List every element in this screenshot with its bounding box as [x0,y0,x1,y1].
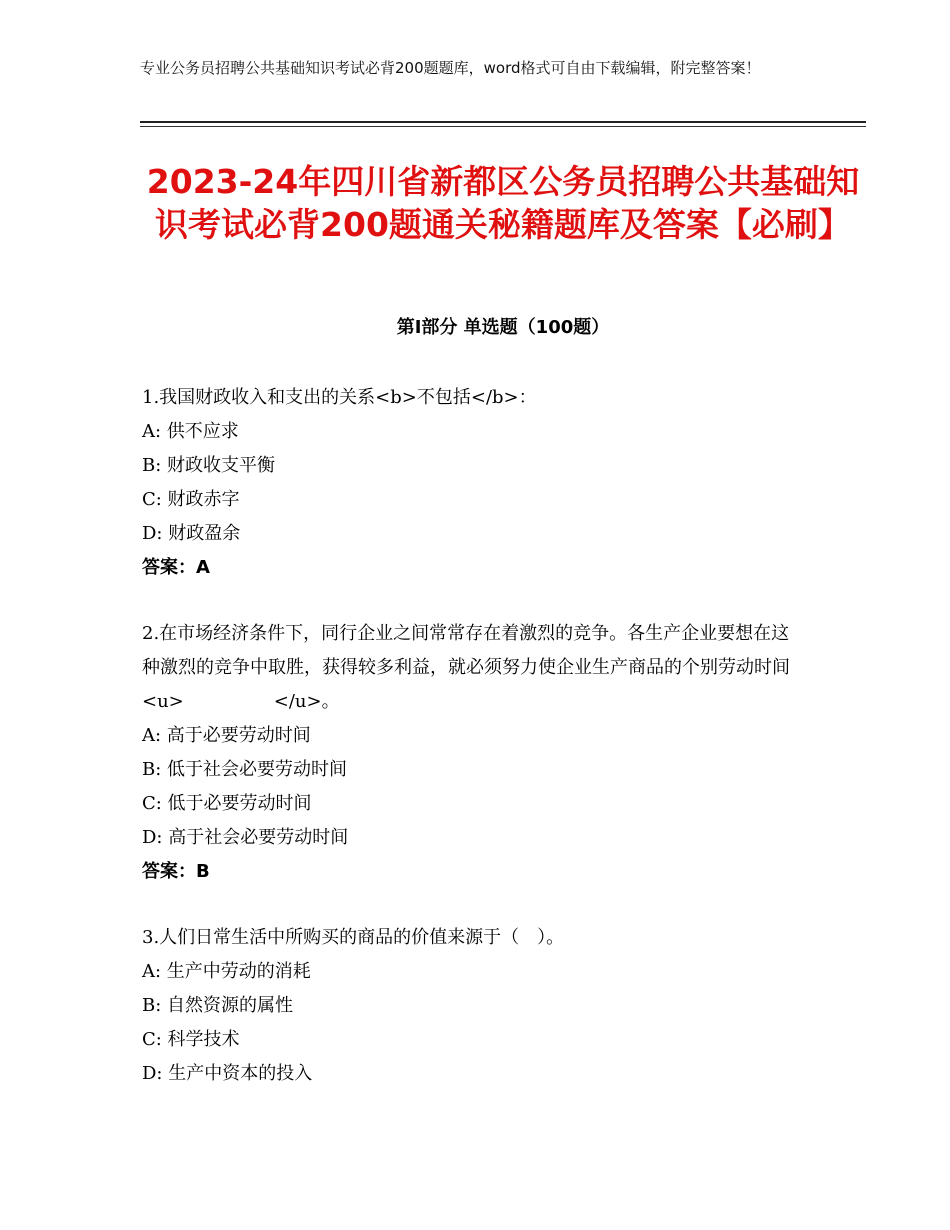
option-d: D: 生产中资本的投入 [142,1063,313,1084]
option-b: B: 自然资源的属性 [142,995,294,1016]
answer: 答案：A [142,557,210,578]
option-d: D: 高于社会必要劳动时间 [142,827,349,848]
question-2 [142,617,802,889]
option-b: B: 低于社会必要劳动时间 [142,759,348,780]
option-c: C: 财政赤字 [142,489,240,510]
answer: 答案：B [142,861,210,882]
header-note: 专业公务员招聘公共基础知识考试必背200题题库，word格式可自由下载编辑，附完整答案！ [140,59,761,77]
document-title: 2023-24年四川省新都区公务员招聘公共基础知识考试必背200题通关秘籍题库及答案【必刷】 [146,162,860,244]
option-b: B: 财政收支平衡 [142,455,276,476]
option-a: A: 生产中劳动的消耗 [142,961,311,982]
question-1 [142,381,802,585]
option-d: D: 财政盈余 [142,523,241,544]
header-rule-thick [140,121,866,123]
option-a: A: 高于必要劳动时间 [142,725,311,746]
option-c: C: 低于必要劳动时间 [142,793,312,814]
option-c: C: 科学技术 [142,1029,240,1050]
question-3 [142,921,802,1091]
option-a: A: 供不应求 [142,421,239,442]
question-stem: 3.人们日常生活中所购买的商品的价值来源于（ ）。 [142,927,565,948]
question-stem: 2.在市场经济条件下，同行企业之间常常存在着激烈的竞争。各生产企业要想在这种激烈的竞争中取胜，获得较多利益，就必须努力使企业生产商品的个别劳动时间<u> </u>。 [142,623,790,712]
header-rule-thin [140,126,866,127]
section-title: 第Ⅰ部分 单选题（100题） [396,317,610,338]
question-stem: 1.我国财政收入和支出的关系<b>不包括</b>： [142,387,537,408]
question-list [142,381,802,1123]
